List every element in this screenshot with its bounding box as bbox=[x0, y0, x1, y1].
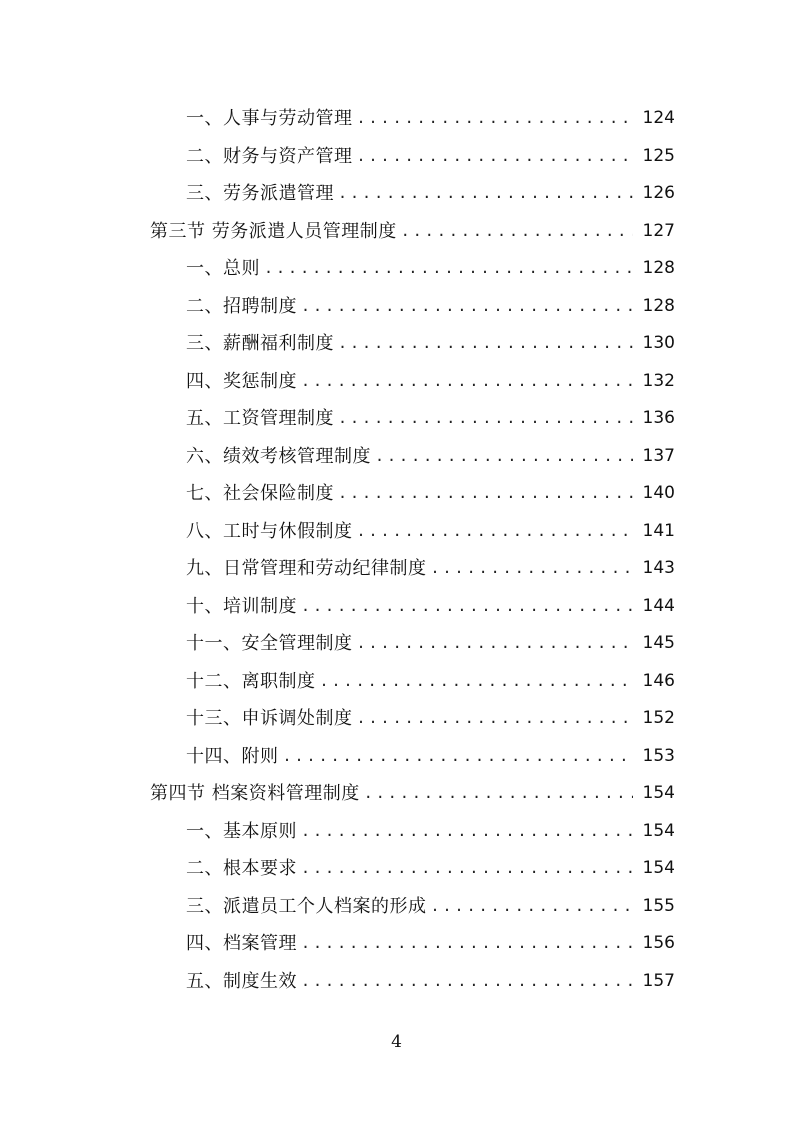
page-number: 4 bbox=[391, 1032, 402, 1052]
toc-entry[interactable] bbox=[150, 475, 675, 513]
toc-entry[interactable] bbox=[150, 663, 675, 701]
toc-dot-leader bbox=[301, 850, 633, 888]
toc-dot-leader bbox=[375, 438, 633, 476]
toc-entry[interactable] bbox=[150, 700, 675, 738]
toc-dot-leader bbox=[357, 700, 634, 738]
toc-entry[interactable] bbox=[150, 288, 675, 326]
toc-entry-title: 三、劳务派遣管理 bbox=[186, 183, 334, 204]
toc-entry-title: 十三、申诉调处制度 bbox=[186, 708, 353, 729]
toc-dot-leader bbox=[301, 363, 633, 401]
toc-dot-leader bbox=[301, 588, 633, 626]
toc-dot-leader bbox=[301, 963, 633, 1001]
toc-entry-page: 137 bbox=[642, 445, 675, 466]
toc-dot-leader bbox=[431, 550, 634, 588]
toc-dot-leader bbox=[364, 775, 633, 813]
toc-entry[interactable] bbox=[150, 325, 675, 363]
toc-entry-title: 一、人事与劳动管理 bbox=[186, 108, 353, 129]
toc-entry[interactable] bbox=[150, 513, 675, 551]
toc-entry-title: 三、派遣员工个人档案的形成 bbox=[186, 895, 427, 917]
toc-dot-leader bbox=[301, 925, 633, 963]
toc-entry[interactable] bbox=[150, 175, 675, 213]
toc-entry[interactable] bbox=[150, 738, 675, 776]
toc-dot-leader bbox=[401, 213, 633, 251]
toc-dot-leader bbox=[357, 100, 634, 138]
toc-dot-leader bbox=[301, 813, 633, 851]
toc-entry-page: 128 bbox=[642, 295, 675, 316]
toc-entry-page: 126 bbox=[642, 183, 675, 203]
toc-entry-page: 156 bbox=[642, 933, 675, 953]
toc-entry-title: 三、薪酬福利制度 bbox=[186, 333, 334, 354]
toc-entry-title: 十二、离职制度 bbox=[186, 670, 316, 692]
toc-entry-title: 四、档案管理 bbox=[186, 933, 297, 954]
toc-entry-page: 144 bbox=[642, 595, 675, 616]
toc-entry-title: 十四、附则 bbox=[186, 745, 279, 767]
toc-entry-title: 二、招聘制度 bbox=[186, 295, 297, 317]
toc-entry-page: 127 bbox=[642, 220, 675, 241]
toc-entry-page: 140 bbox=[642, 483, 675, 503]
toc-entry-page: 154 bbox=[642, 783, 675, 803]
toc-entry-page: 145 bbox=[642, 633, 675, 653]
toc-entry-title: 第三节 劳务派遣人员管理制度 bbox=[150, 220, 397, 242]
toc-dot-leader bbox=[357, 625, 634, 663]
toc-dot-leader bbox=[320, 663, 634, 701]
table-of-contents bbox=[150, 100, 675, 1000]
toc-entry-title: 五、工资管理制度 bbox=[186, 408, 334, 429]
toc-entry-title: 四、奖惩制度 bbox=[186, 370, 297, 392]
toc-entry-page: 154 bbox=[642, 820, 675, 841]
toc-entry[interactable] bbox=[150, 363, 675, 401]
toc-entry-page: 125 bbox=[642, 145, 675, 166]
toc-entry-title: 一、总则 bbox=[186, 258, 260, 279]
toc-entry[interactable] bbox=[150, 250, 675, 288]
toc-dot-leader bbox=[338, 325, 633, 363]
toc-entry[interactable] bbox=[150, 813, 675, 851]
toc-entry-page: 128 bbox=[642, 258, 675, 278]
toc-entry-page: 130 bbox=[642, 333, 675, 353]
toc-dot-leader bbox=[431, 888, 634, 926]
toc-entry[interactable] bbox=[150, 100, 675, 138]
toc-entry-title: 五、制度生效 bbox=[186, 970, 297, 992]
toc-dot-leader bbox=[338, 400, 633, 438]
toc-entry-page: 136 bbox=[642, 408, 675, 428]
toc-dot-leader bbox=[283, 738, 634, 776]
toc-entry-title: 二、根本要求 bbox=[186, 858, 297, 879]
toc-entry[interactable] bbox=[150, 400, 675, 438]
toc-entry[interactable] bbox=[150, 963, 675, 1001]
toc-entry-page: 124 bbox=[642, 108, 675, 128]
toc-dot-leader bbox=[357, 513, 634, 551]
toc-entry-title: 七、社会保险制度 bbox=[186, 483, 334, 504]
toc-entry[interactable] bbox=[150, 888, 675, 926]
toc-entry-title: 八、工时与休假制度 bbox=[186, 520, 353, 542]
toc-entry-page: 153 bbox=[642, 745, 675, 766]
toc-entry-title: 六、绩效考核管理制度 bbox=[186, 445, 371, 467]
toc-entry-title: 二、财务与资产管理 bbox=[186, 145, 353, 167]
toc-dot-leader bbox=[264, 250, 633, 288]
toc-entry-title: 一、基本原则 bbox=[186, 820, 297, 842]
toc-dot-leader bbox=[338, 175, 633, 213]
toc-entry[interactable] bbox=[150, 625, 675, 663]
toc-entry-page: 157 bbox=[642, 970, 675, 991]
toc-entry[interactable] bbox=[150, 138, 675, 176]
toc-entry-page: 154 bbox=[642, 858, 675, 878]
toc-section-entry[interactable] bbox=[150, 775, 675, 813]
toc-entry-page: 155 bbox=[642, 895, 675, 916]
toc-dot-leader bbox=[301, 288, 633, 326]
toc-entry-page: 143 bbox=[642, 558, 675, 578]
toc-entry[interactable] bbox=[150, 850, 675, 888]
toc-section-entry[interactable] bbox=[150, 213, 675, 251]
toc-dot-leader bbox=[357, 138, 634, 176]
toc-entry[interactable] bbox=[150, 438, 675, 476]
toc-entry[interactable] bbox=[150, 925, 675, 963]
toc-entry-title: 十、培训制度 bbox=[186, 595, 297, 617]
toc-entry-page: 146 bbox=[642, 670, 675, 691]
toc-entry[interactable] bbox=[150, 588, 675, 626]
toc-entry-page: 141 bbox=[642, 520, 675, 541]
toc-entry-page: 152 bbox=[642, 708, 675, 728]
toc-entry-title: 十一、安全管理制度 bbox=[186, 633, 353, 654]
toc-entry[interactable] bbox=[150, 550, 675, 588]
toc-dot-leader bbox=[338, 475, 633, 513]
toc-entry-page: 132 bbox=[642, 370, 675, 391]
toc-entry-title: 九、日常管理和劳动纪律制度 bbox=[186, 558, 427, 579]
toc-entry-title: 第四节 档案资料管理制度 bbox=[150, 783, 360, 804]
